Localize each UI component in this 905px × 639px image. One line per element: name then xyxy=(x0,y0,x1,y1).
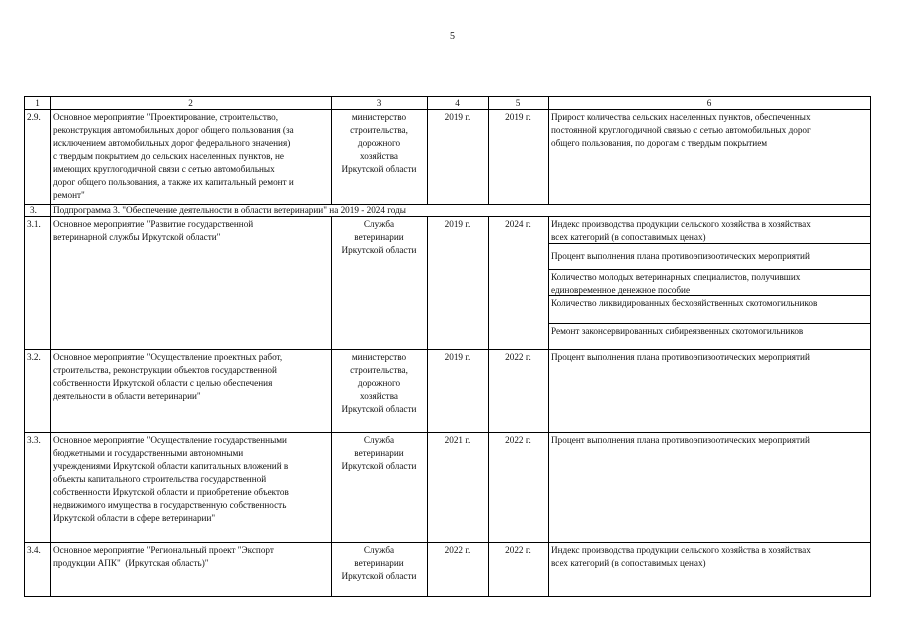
header-cell: 6 xyxy=(706,98,712,108)
executor: Служба ветеринарии Иркутской области xyxy=(341,545,417,581)
row-divider xyxy=(25,432,870,433)
header-cell: 4 xyxy=(455,98,460,108)
end-year: 2022 г. xyxy=(505,435,531,445)
indicator-divider xyxy=(548,269,870,270)
indicator-divider xyxy=(548,295,870,296)
indicator: Процент выполнения плана противоэпизоотических мероприятий xyxy=(551,251,810,261)
col-divider xyxy=(548,97,549,596)
start-year: 2021 г. xyxy=(444,435,471,445)
start-year: 2022 г. xyxy=(444,545,471,555)
event-name: Основное мероприятие "Развитие государственной ветеринарной службы Иркутской области" xyxy=(53,219,254,242)
row-number: 3.1. xyxy=(27,219,41,229)
indicator: Процент выполнения плана противоэпизоотических мероприятий xyxy=(551,435,810,445)
indicator: Количество ликвидированных бесхозяйственных скотомогильников xyxy=(551,298,818,308)
start-year: 2019 г. xyxy=(444,219,471,229)
indicator: Процент выполнения плана противоэпизоотических мероприятий xyxy=(551,352,810,362)
col-divider xyxy=(50,97,51,596)
indicator: Прирост количества сельских населенных пунктов, обеспеченных постоянной круглогодичной связью с сетью автомобильных дорог общего пользования, по дорогам с твердым покрытием xyxy=(551,112,811,148)
event-name: Основное мероприятие "Осуществление государственными бюджетными и государственными автономными учреждениями Иркутской области капитальных вложений в объекты капитального строительства государственной собственности Иркутской области и приобретение объектов недвижимого имущества в государственную собственность Иркутской области в сфере ветеринарии" xyxy=(53,435,289,523)
row-number: 2.9. xyxy=(27,112,41,122)
executor: министерство строительства, дорожного хозяйства Иркутской области xyxy=(341,352,417,414)
indicator: Индекс производства продукции сельского хозяйства в хозяйствах всех категорий (в сопоставимых ценах) xyxy=(551,545,811,568)
header-cell: 5 xyxy=(515,98,521,108)
start-year: 2019 г. xyxy=(444,112,471,122)
col-divider xyxy=(488,97,489,596)
col-divider xyxy=(427,97,428,596)
executor: министерство строительства, дорожного хозяйства Иркутской области xyxy=(341,112,417,174)
row-divider xyxy=(25,109,870,110)
row-divider xyxy=(25,542,870,543)
event-name: Основное мероприятие "Региональный проект "Экспорт продукции АПК" (Иркутская область)" xyxy=(53,545,274,568)
indicator: Индекс производства продукции сельского хозяйства в хозяйствах всех категорий (в сопоставимых ценах) xyxy=(551,219,811,242)
header-cell: 3 xyxy=(376,98,382,108)
header-cell: 2 xyxy=(188,98,193,108)
indicator-divider xyxy=(548,243,870,244)
subprogram-title: Подпрограмма 3. "Обеспечение деятельности в области ветеринарии" на 2019 - 2024 годы xyxy=(53,205,406,215)
end-year: 2022 г. xyxy=(505,545,531,555)
row-number: 3.2. xyxy=(27,352,41,362)
start-year: 2019 г. xyxy=(444,352,471,362)
event-name: Основное мероприятие "Осуществление проектных работ, строительства, реконструкции объектов государственной собственности Иркутской области с целью обеспечения деятельности в области ветеринарии" xyxy=(53,352,283,401)
header-cell: 1 xyxy=(35,98,40,108)
executor: Служба ветеринарии Иркутской области xyxy=(341,435,417,471)
indicator: Ремонт законсервированных сибиреязвенных скотомогильников xyxy=(551,326,804,336)
program-table xyxy=(24,96,871,597)
row-number: 3.3. xyxy=(27,435,41,445)
indicator-divider xyxy=(548,323,870,324)
row-divider xyxy=(25,349,870,350)
row-number: 3.4. xyxy=(27,545,41,555)
page-number: 5 xyxy=(450,31,455,42)
event-name: Основное мероприятие "Проектирование, строительство, реконструкция автомобильных дорог общего пользования (за исключением автомобильных дорог федерального значения) с твердым покрытием до сельских населенных пунктов, не имеющих круглогодичной связи с сетью автомобильных дорог общего пользования, а также их капитальный ремонт и ремонт" xyxy=(53,112,294,200)
row-number: 3. xyxy=(30,205,37,215)
row-divider xyxy=(25,216,870,217)
end-year: 2022 г. xyxy=(505,352,531,362)
indicator: Количество молодых ветеринарных специалистов, получивших единовременное денежное пособие xyxy=(551,272,801,295)
end-year: 2024 г. xyxy=(505,219,531,229)
end-year: 2019 г. xyxy=(505,112,531,122)
executor: Служба ветеринарии Иркутской области xyxy=(341,219,417,255)
